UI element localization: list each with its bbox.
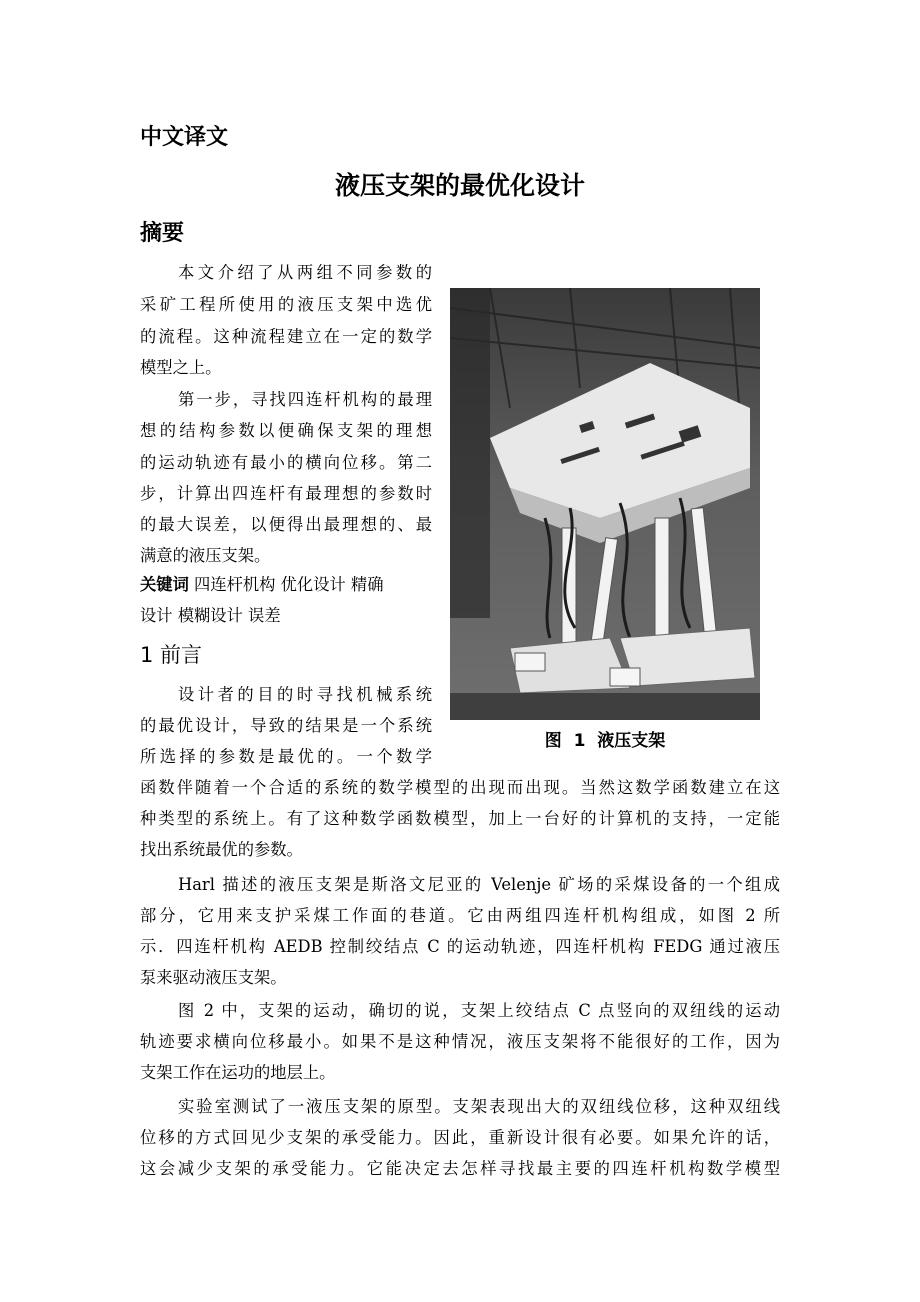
section-1-heading: 1 前言: [140, 643, 203, 667]
abstract-line: 步，计算出四连杆有最理想的参数时: [140, 484, 432, 503]
abstract-line: 采矿工程所使用的液压支架中选优: [140, 295, 432, 314]
abstract-line: 想的结构参数以便确保支架的理想: [140, 421, 432, 440]
body-line: 函数伴随着一个合适的系统的数学模型的出现而出现。当然这数学函数建立在这: [140, 778, 780, 797]
abstract-line: 满意的液压支架。: [140, 546, 271, 565]
keywords-line: 设计 模糊设计 误差: [140, 606, 281, 625]
abstract-line: 的最大误差，以便得出最理想的、最: [140, 515, 432, 534]
keywords-line: [140, 574, 384, 596]
abstract-line: 的流程。这种流程建立在一定的数学: [140, 327, 432, 346]
body-line: 泵来驱动液压支架。: [140, 968, 287, 987]
body-line: 图 2 中，支架的运动，确切的说，支架上绞结点 C 点竖向的双纽线的运动: [178, 1001, 780, 1020]
abstract-heading: 摘要: [140, 221, 185, 246]
body-line: 所选择的参数是最优的。一个数学: [140, 747, 432, 766]
body-line: 设计者的目的时寻找机械系统: [178, 685, 432, 704]
section-label: 中文译文: [140, 125, 229, 150]
abstract-line: 第一步，寻找四连杆机构的最理: [178, 390, 432, 409]
hydraulic-support-image: [450, 288, 760, 720]
body-line: 种类型的系统上。有了这种数学函数模型，加上一台好的计算机的支持，一定能: [140, 809, 780, 828]
body-line: Harl 描述的液压支架是斯洛文尼亚的 Velenje 矿场的采煤设备的一个组成: [178, 875, 780, 894]
body-line: 位移的方式回见少支架的承受能力。因此，重新设计很有必要。如果允许的话，: [140, 1128, 780, 1147]
body-line: 找出系统最优的参数。: [140, 840, 303, 859]
page-title: 液压支架的最优化设计: [334, 171, 585, 200]
body-line: 这会减少支架的承受能力。它能决定去怎样寻找最主要的四连杆机构数学模型: [140, 1159, 780, 1178]
body-line: 支架工作在运功的地层上。: [140, 1063, 336, 1082]
abstract-line: 模型之上。: [140, 358, 222, 377]
abstract-line: 的运动轨迹有最小的横向位移。第二: [140, 453, 432, 472]
hydraulic-support-photo: [450, 288, 760, 720]
body-line: 实验室测试了一液压支架的原型。支架表现出大的双纽线位移，这种双纽线: [178, 1097, 780, 1116]
abstract-line: 本文介绍了从两组不同参数的: [178, 263, 432, 282]
keywords-label: 关键词: [140, 575, 189, 594]
figure-caption: 图 1 液压支架: [544, 731, 666, 751]
body-line: 的最优设计，导致的结果是一个系统: [140, 716, 432, 735]
body-line: 轨迹要求横向位移最小。如果不是这种情况，液压支架将不能很好的工作，因为: [140, 1032, 780, 1051]
keywords-text: 四连杆机构 优化设计 精确: [194, 575, 384, 594]
body-line: 示．四连杆机构 AEDB 控制绞结点 C 的运动轨迹，四连杆机构 FEDG 通过液压: [140, 937, 780, 956]
body-line: 部分，它用来支护采煤工作面的巷道。它由两组四连杆机构组成，如图 2 所: [140, 906, 780, 925]
